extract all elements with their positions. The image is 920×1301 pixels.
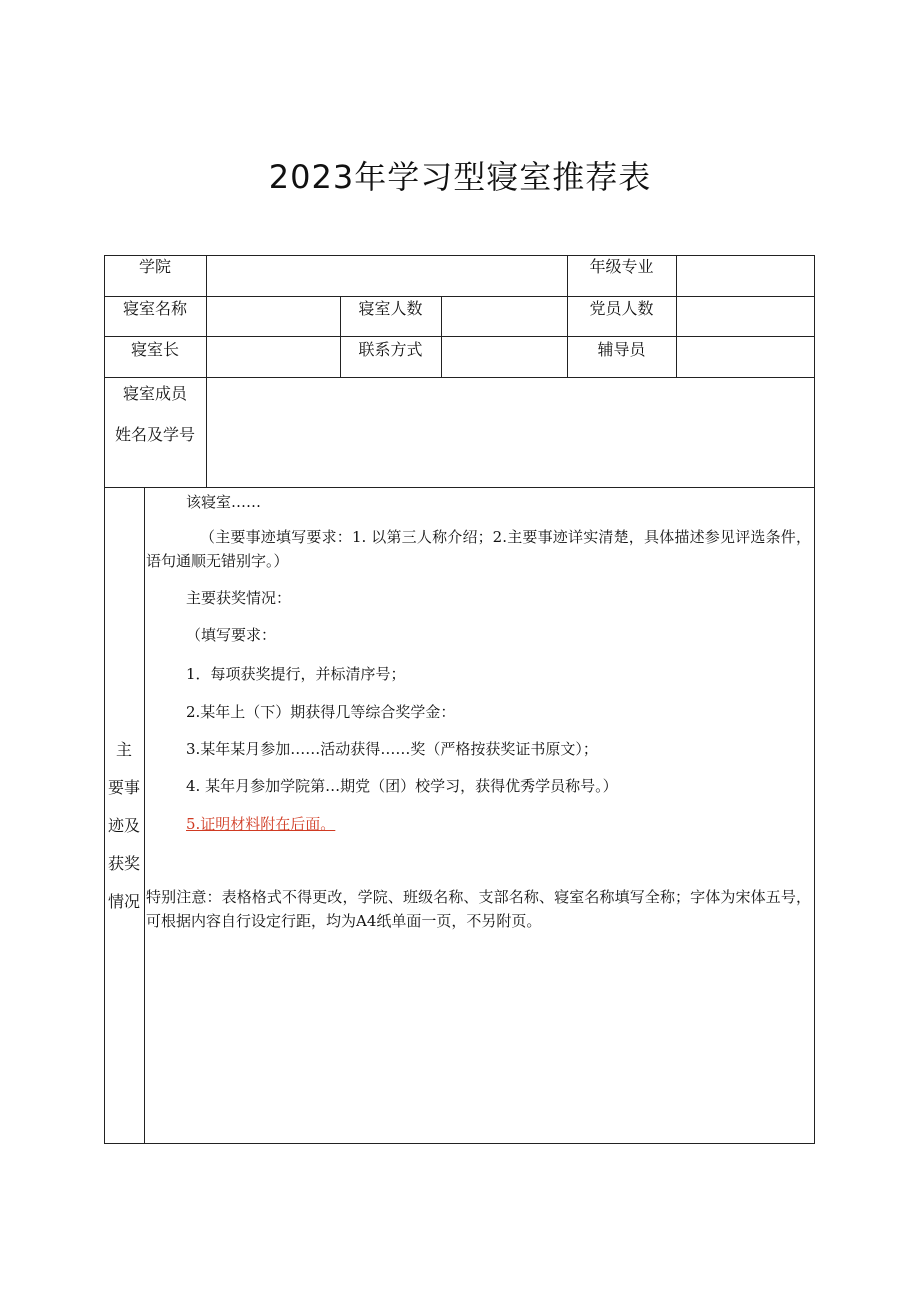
row-divider	[104, 487, 815, 488]
members-field[interactable]	[207, 378, 814, 487]
special-note: 特别注意：表格格式不得更改，学院、班级名称、支部名称、寝室名称填写全称；字体为宋体五号，可根据内容自行设定行距，均为A4纸单面一页，不另附页。	[146, 888, 811, 930]
college-field[interactable]	[207, 256, 567, 296]
section-label-part: 要事	[107, 778, 140, 797]
dorm-name-field[interactable]	[207, 297, 340, 336]
counselor-label: 辅导员	[597, 340, 646, 359]
dorm-head-label: 寝室长	[130, 340, 179, 359]
section-paragraph: （主要事迹填写要求：1. 以第三人称介绍；2.主要事迹详实清楚，具体描述参见评选条件，语句通顺无错别字。）	[146, 528, 811, 570]
section-label-part: 获奖	[107, 854, 140, 873]
section-paragraph: 3.某年某月参加……活动获得……奖（严格按获奖证书原文）；	[186, 740, 598, 758]
members-label-line1: 寝室成员	[122, 384, 187, 403]
dorm-count-label: 寝室人数	[358, 299, 423, 318]
section-label-part: 迹及	[107, 816, 140, 835]
section-label-part: 情况	[107, 892, 140, 911]
section-paragraph: 1．每项获奖提行，并标清序号；	[186, 665, 406, 683]
members-label-line2: 姓名及学号	[114, 425, 195, 444]
section-paragraph: （填写要求：	[186, 626, 277, 644]
section-paragraph: 2.某年上（下）期获得几等综合奖学金：	[186, 703, 456, 721]
dorm-count-field[interactable]	[442, 297, 567, 336]
contact-label: 联系方式	[358, 340, 423, 359]
grade-major-label: 年级专业	[589, 257, 654, 276]
grade-major-field[interactable]	[677, 256, 814, 296]
recommendation-form	[104, 255, 815, 1144]
dorm-head-field[interactable]	[207, 337, 340, 377]
form-border-bottom	[104, 1143, 815, 1144]
contact-field[interactable]	[442, 337, 567, 377]
section-paragraph: 该寝室……	[186, 493, 262, 511]
college-label: 学院	[138, 257, 171, 276]
col-divider	[144, 487, 145, 1144]
form-border-right	[814, 255, 815, 1144]
page-title: 2023年学习型寝室推荐表	[268, 158, 652, 196]
attachment-note: 5.证明材料附在后面。	[186, 815, 336, 833]
section-paragraph: 4. 某年月参加学院第…期党（团）校学习，获得优秀学员称号。）	[186, 777, 618, 795]
dorm-name-label: 寝室名称	[122, 299, 187, 318]
section-paragraph: 主要获奖情况：	[186, 589, 292, 607]
counselor-field[interactable]	[677, 337, 814, 377]
section-label	[104, 731, 144, 921]
party-count-label: 党员人数	[589, 299, 654, 318]
party-count-field[interactable]	[677, 297, 814, 336]
section-label-part: 主	[115, 740, 132, 759]
